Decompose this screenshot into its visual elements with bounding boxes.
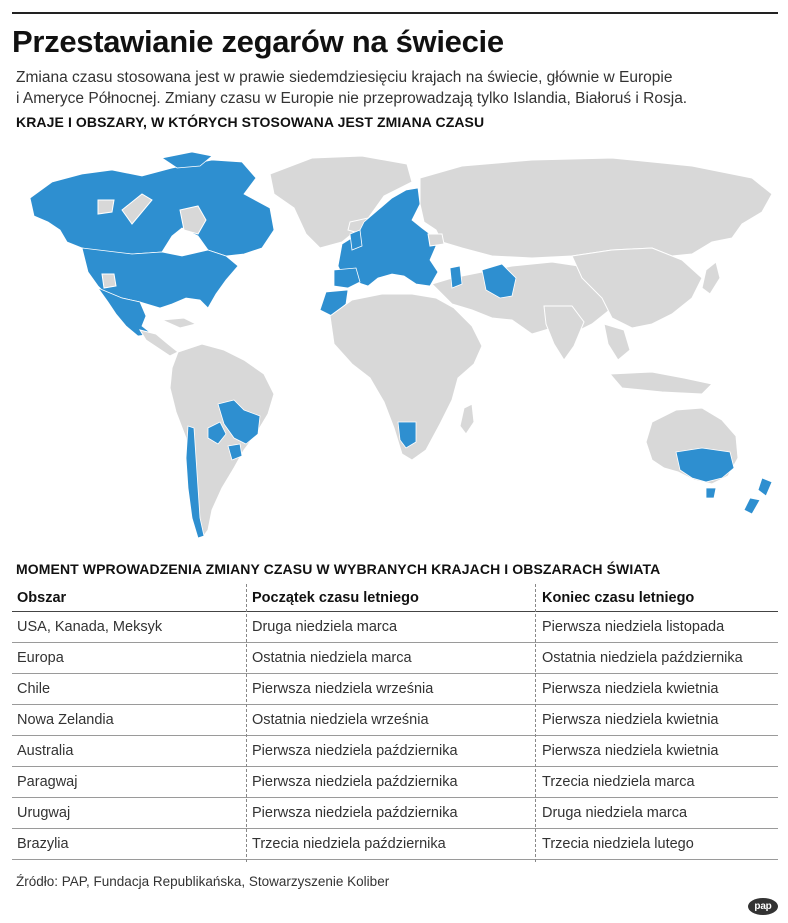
japan-shape — [702, 262, 720, 294]
end-cell: Trzecia niedziela marca — [542, 774, 695, 790]
madagascar-shape — [460, 404, 474, 434]
start-cell: Pierwsza niedziela października — [252, 743, 458, 759]
page-title: Przestawianie zegarów na świecie — [12, 24, 504, 59]
intro-text — [16, 67, 776, 109]
end-cell: Druga niedziela marca — [542, 805, 688, 821]
start-cell: Trzecia niedziela października — [252, 836, 446, 852]
area-cell: Europa — [17, 650, 64, 666]
start-cell: Druga niedziela marca — [252, 619, 398, 635]
area-cell: Nowa Zelandia — [17, 712, 114, 728]
map-heading: KRAJE I OBSZARY, W KTÓRYCH STOSOWANA JEST ZMIANA CZASU — [16, 114, 485, 130]
end-cell: Pierwsza niedziela listopada — [542, 619, 725, 635]
end-cell: Ostatnia niedziela października — [542, 650, 743, 666]
area-cell: Chile — [17, 681, 51, 697]
southeast-asia-shape — [604, 324, 630, 360]
pap-logo: pap — [748, 898, 778, 915]
end-cell: Pierwsza niedziela kwietnia — [542, 743, 719, 759]
canada-no-dst-shape — [98, 200, 114, 214]
column-header-end: Koniec czasu letniego — [542, 589, 695, 606]
table-row — [12, 674, 778, 705]
iberia-dst-shape — [334, 268, 360, 288]
top-rule — [12, 12, 778, 14]
table-row — [12, 705, 778, 736]
table-row — [12, 767, 778, 798]
column-header-area: Obszar — [17, 589, 67, 606]
table-heading: MOMENT WPROWADZENIA ZMIANY CZASU W WYBRANYCH KRAJACH I OBSZARACH ŚWIATA — [16, 561, 661, 577]
new-zealand-dst-shape-2 — [744, 498, 760, 514]
intro-line-2: i Ameryce Północnej. Zmiany czasu w Europie nie przeprowadzają tylko Islandia, Białoruś i Rosja. — [16, 90, 688, 107]
area-cell: Paragwaj — [17, 774, 78, 790]
arizona-shape — [102, 274, 116, 288]
start-cell: Pierwsza niedziela października — [252, 774, 458, 790]
end-cell: Pierwsza niedziela kwietnia — [542, 712, 719, 728]
start-cell: Ostatnia niedziela września — [252, 712, 429, 728]
dst-table — [12, 584, 778, 860]
belarus-shape — [428, 234, 444, 246]
column-header-start: Początek czasu letniego — [252, 589, 419, 606]
russia-shape — [420, 158, 772, 258]
start-cell: Pierwsza niedziela października — [252, 805, 458, 821]
column-divider — [535, 584, 536, 862]
table-row — [12, 612, 778, 643]
intro-line-1: Zmiana czasu stosowana jest w prawie siedemdziesięciu krajach na świecie, głównie w Europie — [16, 69, 673, 86]
central-america-shape — [140, 330, 178, 356]
world-map — [12, 138, 778, 550]
south-america-shape — [170, 344, 274, 538]
table-row — [12, 829, 778, 860]
levant-dst-shape — [450, 266, 462, 288]
new-zealand-dst-shape — [758, 478, 772, 496]
area-cell: Australia — [17, 743, 74, 759]
source-note: Źródło: PAP, Fundacja Republikańska, Stowarzyszenie Koliber — [16, 874, 390, 889]
indonesia-shape — [610, 372, 712, 394]
area-cell: Brazylia — [17, 836, 69, 852]
table-row — [12, 643, 778, 674]
area-cell: USA, Kanada, Meksyk — [17, 619, 163, 635]
start-cell: Ostatnia niedziela marca — [252, 650, 412, 666]
tasmania-dst-shape — [706, 488, 716, 498]
start-cell: Pierwsza niedziela września — [252, 681, 434, 697]
end-cell: Pierwsza niedziela kwietnia — [542, 681, 719, 697]
table-row — [12, 736, 778, 767]
area-cell: Urugwaj — [17, 805, 71, 821]
table-row — [12, 798, 778, 829]
table-header-row — [12, 584, 778, 612]
north-america-dst-shape — [30, 160, 274, 256]
end-cell: Trzecia niedziela lutego — [542, 836, 694, 852]
caribbean-shape — [162, 318, 196, 328]
india-shape — [544, 306, 584, 360]
uk-dst-shape — [350, 230, 362, 250]
column-divider — [246, 584, 247, 862]
